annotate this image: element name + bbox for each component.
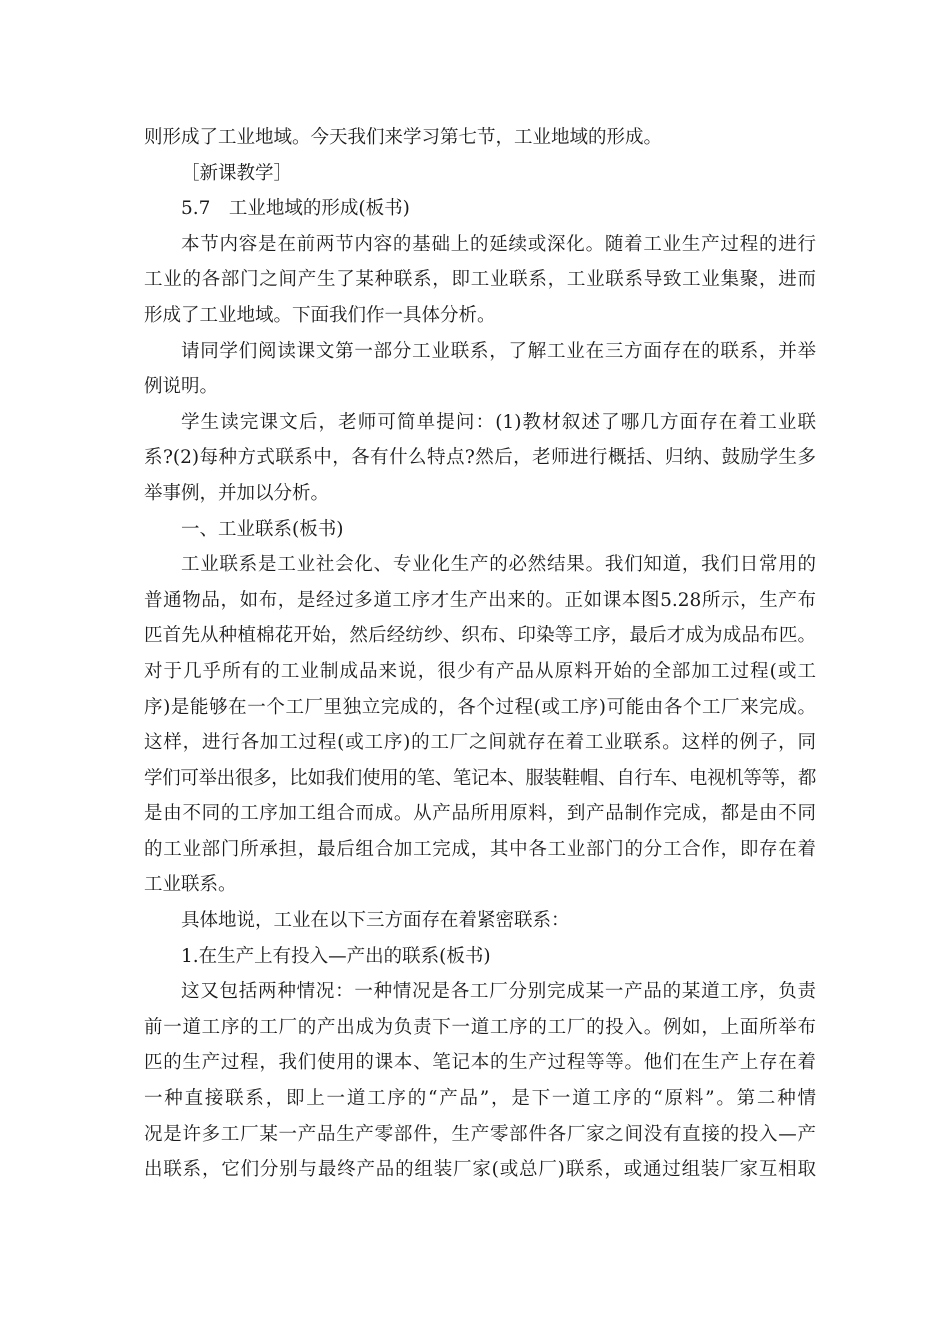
text-line: 前一道工序的工厂的产出成为负责下一道工序的工厂的投入。例如，上面所举布 (144, 1016, 816, 1038)
section-heading: 5.7 工业地域的形成(板书) (181, 198, 410, 220)
text-line: ［新课教学］ (181, 162, 293, 184)
text-line: 举事例，并加以分析。 (144, 482, 330, 504)
text-line: 形成了工业地域。下面我们作一具体分析。 (144, 304, 496, 326)
section-heading: 1.在生产上有投入—产出的联系(板书) (181, 945, 491, 967)
text-line: 则形成了工业地域。今天我们来学习第七节，工业地域的形成。 (144, 127, 663, 148)
text-line: 普通物品，如布，是经过多道工序才生产出来的。正如课本图5.28所示，生产布 (144, 589, 816, 611)
text-line: 对于几乎所有的工业制成品来说，很少有产品从原料开始的全部加工过程(或工 (144, 660, 816, 682)
text-line: 匹的生产过程，我们使用的课本、笔记本的生产过程等等。他们在生产上存在着 (144, 1052, 816, 1074)
text-line: 一种直接联系，即上一道工序的“产品”，是下一道工序的“原料”。第二种情 (144, 1088, 816, 1110)
text-line: 序)是能够在一个工厂里独立完成的，各个过程(或工序)可能由各个工厂来完成。 (144, 696, 816, 718)
text-line: 工业联系。 (144, 874, 237, 896)
document-body (144, 120, 816, 1188)
text-line: 例说明。 (144, 376, 219, 398)
text-line: 学生读完课文后，老师可简单提问：(1)教材叙述了哪几方面存在着工业联 (181, 411, 816, 433)
text-line: 这样，进行各加工过程(或工序)的工厂之间就存在着工业联系。这样的例子，同 (144, 732, 816, 754)
text-line: 况是许多工厂某一产品生产零部件，生产零部件各厂家之间没有直接的投入—产 (144, 1123, 816, 1145)
text-line: 本节内容是在前两节内容的基础上的延续或深化。随着工业生产过程的进行 (181, 233, 816, 255)
text-line: 是由不同的工序加工组合而成。从产品所用原料，到产品制作完成，都是由不同 (144, 803, 816, 825)
text-line: 工业的各部门之间产生了某种联系，即工业联系，工业联系导致工业集聚，进而 (144, 269, 816, 291)
text-line: 系?(2)每种方式联系中，各有什么特点?然后，老师进行概括、归纳、鼓励学生多 (144, 447, 816, 469)
text-line: 请同学们阅读课文第一部分工业联系，了解工业在三方面存在的联系，并举 (181, 340, 816, 362)
text-line: 这又包括两种情况：一种情况是各工厂分别完成某一产品的某道工序，负责 (181, 981, 816, 1003)
text-line: 学们可举出很多，比如我们使用的笔、笔记本、服装鞋帽、自行车、电视机等等，都 (144, 767, 816, 789)
text-line: 工业联系是工业社会化、专业化生产的必然结果。我们知道，我们日常用的 (181, 554, 816, 576)
text-line: 具体地说，工业在以下三方面存在着紧密联系： (181, 910, 570, 932)
text-line: 的工业部门所承担，最后组合加工完成，其中各工业部门的分工合作，即存在着 (144, 838, 816, 860)
section-heading: 一、工业联系(板书) (181, 518, 344, 540)
text-line: 出联系，它们分别与最终产品的组装厂家(或总厂)联系，或通过组装厂家互相取 (144, 1159, 816, 1181)
text-line: 匹首先从种植棉花开始，然后经纺纱、织布、印染等工序，最后才成为成品布匹。 (144, 625, 816, 647)
